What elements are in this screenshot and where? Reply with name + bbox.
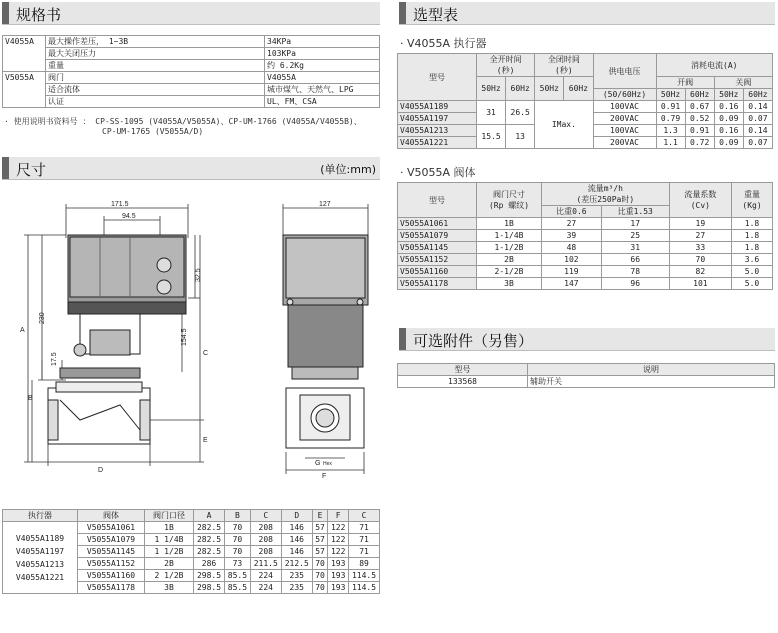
cell: 31 — [601, 242, 669, 254]
cell: 1.3 — [656, 125, 685, 137]
option-desc: 辅助开关 — [528, 376, 775, 388]
dim-label: 32.5 — [195, 268, 202, 282]
cell: 119 — [542, 266, 602, 278]
options-section-header — [399, 328, 775, 351]
spec-section-title: 规格书 — [16, 6, 62, 24]
cell: 298.5 — [194, 582, 225, 594]
dim-label: Hex — [323, 461, 332, 467]
cell: 70 — [224, 546, 250, 558]
cell: 48 — [542, 242, 602, 254]
table-row — [3, 522, 380, 534]
model-cell: V5055A1178 — [398, 278, 477, 290]
col-header: B — [224, 510, 250, 522]
header-text: 重量 — [744, 190, 761, 199]
cell: V5055A1178 — [78, 582, 145, 594]
header-text: (Rp 螺纹) — [488, 201, 530, 210]
model-cell: V4055A1213 — [398, 125, 477, 137]
actuator-model: V4055A1189 — [15, 533, 65, 543]
cell: 212.5 — [281, 558, 312, 570]
header-bar — [399, 2, 406, 24]
col-header: 60Hz — [743, 89, 772, 101]
col-header-size — [477, 183, 542, 218]
cell: 5.0 — [732, 278, 773, 290]
cell: 57 — [312, 546, 328, 558]
header-text: (Kg) — [742, 201, 762, 210]
body-table-title: · V5055A 阀体 — [400, 166, 476, 179]
cell: 71 — [349, 522, 380, 534]
model-cell: V4055A1197 — [398, 113, 477, 125]
spec-table — [2, 35, 380, 108]
spec-value: 约 6.2Kg — [265, 60, 380, 72]
cell: 208 — [250, 546, 281, 558]
col-header: 比重0.6 — [542, 206, 602, 218]
cell: 146 — [281, 522, 312, 534]
spec-value: 103KPa — [265, 48, 380, 60]
cell: 17 — [601, 218, 669, 230]
col-header-desc: 说明 — [528, 364, 775, 376]
spec-label: 适合流体 — [46, 84, 265, 96]
table-row — [398, 254, 773, 266]
model-cell: V5055A1160 — [398, 266, 477, 278]
table-row — [398, 278, 773, 290]
cell: 78 — [601, 266, 669, 278]
col-header-model: 型号 — [398, 183, 477, 218]
dim-label: E — [203, 437, 208, 444]
spec-label: 重量 — [46, 60, 265, 72]
cell: 2 1/2B — [145, 570, 194, 582]
cell: 33 — [669, 242, 731, 254]
spec-group-v4055a: V4055A — [3, 36, 46, 72]
model-cell: V5055A1079 — [398, 230, 477, 242]
cell: 0.79 — [656, 113, 685, 125]
cell: 25 — [601, 230, 669, 242]
cell: 0.07 — [743, 113, 772, 125]
col-header-cv — [669, 183, 731, 218]
cell: 31 — [477, 101, 506, 125]
header-text: 消耗电流(A) — [691, 60, 738, 70]
cell: 282.5 — [194, 546, 225, 558]
col-header-flow — [542, 183, 670, 206]
cell: 208 — [250, 534, 281, 546]
spec-note-line1: · 使用说明书资料号 ： CP-SS-1095 (V4055A/V5055A)、CP-UM-1766 (V4055A/V4055B)、 — [4, 117, 362, 126]
cell: 3B — [477, 278, 542, 290]
header-text: 全开时间 — [489, 55, 522, 64]
select-section-header — [399, 2, 775, 25]
spec-label: 最大操作差压， 1~3B — [46, 36, 265, 48]
cell: 193 — [328, 570, 349, 582]
cell: 282.5 — [194, 534, 225, 546]
cell: 1.8 — [732, 218, 773, 230]
cell: 26.5 — [506, 101, 535, 125]
table-row — [3, 84, 380, 96]
cell: 57 — [312, 534, 328, 546]
cell: 15.5 — [477, 125, 506, 149]
cell: 96 — [601, 278, 669, 290]
col-header: E — [312, 510, 328, 522]
cell: 1.8 — [732, 242, 773, 254]
model-cell: V5055A1145 — [398, 242, 477, 254]
valve-body-front — [48, 382, 150, 444]
cell: 70 — [224, 534, 250, 546]
cell: 0.14 — [743, 125, 772, 137]
col-header: C — [250, 510, 281, 522]
col-header: A — [194, 510, 225, 522]
model-cell: V4055A1189 — [398, 101, 477, 113]
cell: 208 — [250, 522, 281, 534]
cell: 235 — [281, 570, 312, 582]
cell: 70 — [312, 558, 328, 570]
cell: 70 — [224, 522, 250, 534]
spec-group-v5055a: V5055A — [3, 72, 46, 108]
valve-body-table — [397, 182, 773, 290]
cell: 27 — [669, 230, 731, 242]
cell: 282.5 — [194, 522, 225, 534]
cell: 1-1/4B — [477, 230, 542, 242]
cell: 0.16 — [714, 125, 743, 137]
col-header: 60Hz — [685, 89, 714, 101]
col-header-weight — [732, 183, 773, 218]
col-header: 50Hz — [535, 77, 564, 101]
cell: 211.5 — [250, 558, 281, 570]
table-row — [398, 101, 773, 113]
cell: 0.14 — [743, 101, 772, 113]
cell: 27 — [542, 218, 602, 230]
cell: 193 — [328, 582, 349, 594]
col-header-open — [477, 54, 535, 77]
cell: 2B — [145, 558, 194, 570]
cell: 0.09 — [714, 137, 743, 149]
cell: 0.16 — [714, 101, 743, 113]
cell: 146 — [281, 534, 312, 546]
cell: 73 — [224, 558, 250, 570]
actuator-front — [60, 235, 186, 378]
spec-value: UL、FM、CSA — [265, 96, 380, 108]
cell: 147 — [542, 278, 602, 290]
spec-label: 最大关闭压力 — [46, 48, 265, 60]
col-header: 阀体 — [78, 510, 145, 522]
table-header-row — [3, 510, 380, 522]
cell: 200VAC — [593, 113, 656, 125]
cell: 101 — [669, 278, 731, 290]
cell: 100VAC — [593, 101, 656, 113]
spec-section-header — [2, 2, 380, 25]
cell: 224 — [250, 570, 281, 582]
cell: 224 — [250, 582, 281, 594]
header-text: (秒) — [555, 66, 573, 75]
dim-label: G — [315, 460, 321, 467]
cell: 1.8 — [732, 230, 773, 242]
cell: 3.6 — [732, 254, 773, 266]
col-header: 50Hz — [656, 89, 685, 101]
col-header: F — [328, 510, 349, 522]
valve-body-side — [286, 388, 364, 448]
cell: 70 — [312, 582, 328, 594]
col-header: 60Hz — [506, 77, 535, 101]
cell: 71 — [349, 534, 380, 546]
dim-label: 94.5 — [122, 213, 136, 220]
cell: 122 — [328, 534, 349, 546]
cell: 70 — [669, 254, 731, 266]
cell: 85.5 — [224, 570, 250, 582]
header-text: 流量m³/h — [587, 184, 623, 193]
cell: 193 — [328, 558, 349, 570]
col-header: C — [349, 510, 380, 522]
cell: 85.5 — [224, 582, 250, 594]
header-text: (Cv) — [690, 201, 710, 210]
table-row — [3, 60, 380, 72]
model-cell: V5055A1152 — [398, 254, 477, 266]
model-cell: V5055A1061 — [398, 218, 477, 230]
cell: V5055A1145 — [78, 546, 145, 558]
col-header-current — [656, 54, 773, 77]
cell: 13 — [506, 125, 535, 149]
col-header-model: 型号 — [398, 364, 528, 376]
spec-note-line2: CP-UM-1765 (V5055A/D) — [102, 127, 204, 136]
cell: 2-1/2B — [477, 266, 542, 278]
cell: 82 — [669, 266, 731, 278]
cell: 0.91 — [656, 101, 685, 113]
table-row — [3, 36, 380, 48]
dim-unit-label: (单位:mm) — [320, 163, 376, 176]
dim-label: 171.5 — [111, 201, 129, 208]
actuator-list-cell — [3, 522, 78, 594]
select-section-title: 选型表 — [413, 6, 459, 24]
header-text: 全闭时间 — [547, 55, 580, 64]
header-text: (秒) — [496, 66, 515, 75]
cell: IMax. — [535, 101, 593, 149]
cell: 66 — [601, 254, 669, 266]
actuator-model: V4055A1197 — [15, 546, 65, 556]
actuator-side — [283, 235, 368, 379]
col-header: 60Hz — [564, 77, 593, 101]
spec-value: 34KPa — [265, 36, 380, 48]
spec-value: V4055A — [265, 72, 380, 84]
cell: 2B — [477, 254, 542, 266]
cell: 5.0 — [732, 266, 773, 278]
col-header: 执行器 — [3, 510, 78, 522]
cell: 0.09 — [714, 113, 743, 125]
cell: 1-1/2B — [477, 242, 542, 254]
header-bar — [399, 328, 406, 350]
cell: 39 — [542, 230, 602, 242]
spec-value: 城市煤气、天然气、LPG — [265, 84, 380, 96]
table-row — [398, 266, 773, 278]
cell: 114.5 — [349, 582, 380, 594]
header-text: (差压250Pa时) — [576, 195, 635, 204]
dim-section-header — [2, 157, 380, 180]
dimension-table — [2, 509, 380, 594]
cell: 122 — [328, 522, 349, 534]
actuator-model: V4055A1213 — [15, 559, 65, 569]
cell: 100VAC — [593, 125, 656, 137]
cell: 1B — [477, 218, 542, 230]
cell: V5055A1152 — [78, 558, 145, 570]
cell: 3B — [145, 582, 194, 594]
cell: 1 1/4B — [145, 534, 194, 546]
header-text: 流量系数 — [684, 190, 717, 199]
cell: 122 — [328, 546, 349, 558]
dim-section-title: 尺寸 — [16, 161, 47, 179]
cell: 57 — [312, 522, 328, 534]
col-header-open-valve: 开阀 — [656, 77, 714, 89]
dim-label: 154.5 — [181, 328, 188, 346]
model-cell: V4055A1221 — [398, 137, 477, 149]
actuator-model: V4055A1221 — [15, 572, 65, 582]
table-row — [398, 230, 773, 242]
col-header: (50/60Hz) — [593, 89, 656, 101]
cell: 1 1/2B — [145, 546, 194, 558]
table-header-row — [398, 54, 773, 77]
col-header-close-valve: 关阀 — [714, 77, 772, 89]
dim-label: F — [322, 473, 327, 480]
table-row — [3, 72, 380, 84]
cell: 89 — [349, 558, 380, 570]
options-table — [397, 363, 775, 388]
cell: 1B — [145, 522, 194, 534]
cell: 298.5 — [194, 570, 225, 582]
table-row — [398, 242, 773, 254]
actuator-table-title: · V4055A 执行器 — [400, 37, 487, 50]
dim-label: C — [203, 350, 209, 357]
dimension-drawing — [0, 190, 385, 480]
cell: 286 — [194, 558, 225, 570]
cell: 71 — [349, 546, 380, 558]
cell: 0.52 — [685, 113, 714, 125]
dim-label: 17.5 — [51, 352, 58, 366]
cell: 200VAC — [593, 137, 656, 149]
dim-label: B — [28, 395, 33, 402]
table-row — [3, 48, 380, 60]
cell: 235 — [281, 582, 312, 594]
cell: 0.72 — [685, 137, 714, 149]
cell: 0.67 — [685, 101, 714, 113]
col-header: D — [281, 510, 312, 522]
cell: 114.5 — [349, 570, 380, 582]
cell: 1.1 — [656, 137, 685, 149]
dim-label: 127 — [319, 201, 331, 208]
col-header: 比重1.53 — [601, 206, 669, 218]
cell: V5055A1079 — [78, 534, 145, 546]
dim-label: 230 — [39, 312, 46, 324]
cell: V5055A1061 — [78, 522, 145, 534]
actuator-table — [397, 53, 773, 149]
cell: 146 — [281, 546, 312, 558]
col-header-close — [535, 54, 593, 77]
cell: V5055A1160 — [78, 570, 145, 582]
col-header-volt: 供电电压 — [593, 54, 656, 89]
spec-label: 阀门 — [46, 72, 265, 84]
header-text: 阀门尺寸 — [493, 190, 525, 199]
dim-label: A — [20, 327, 25, 334]
col-header: 50Hz — [714, 89, 743, 101]
header-bar — [2, 157, 9, 179]
table-row — [398, 376, 775, 388]
cell: 0.91 — [685, 125, 714, 137]
table-row — [3, 96, 380, 108]
col-header-model: 型号 — [398, 54, 477, 101]
table-header-row — [398, 183, 773, 206]
table-header-row — [398, 364, 775, 376]
dim-label: D — [98, 467, 104, 474]
header-bar — [2, 2, 9, 24]
options-section-title: 可选附件（另售） — [413, 332, 534, 350]
table-row — [398, 218, 773, 230]
option-model: 133568 — [398, 376, 528, 388]
cell: 19 — [669, 218, 731, 230]
cell: 70 — [312, 570, 328, 582]
cell: 0.07 — [743, 137, 772, 149]
col-header: 阀门口径 — [145, 510, 194, 522]
spec-label: 认证 — [46, 96, 265, 108]
cell: 102 — [542, 254, 602, 266]
col-header: 50Hz — [477, 77, 506, 101]
